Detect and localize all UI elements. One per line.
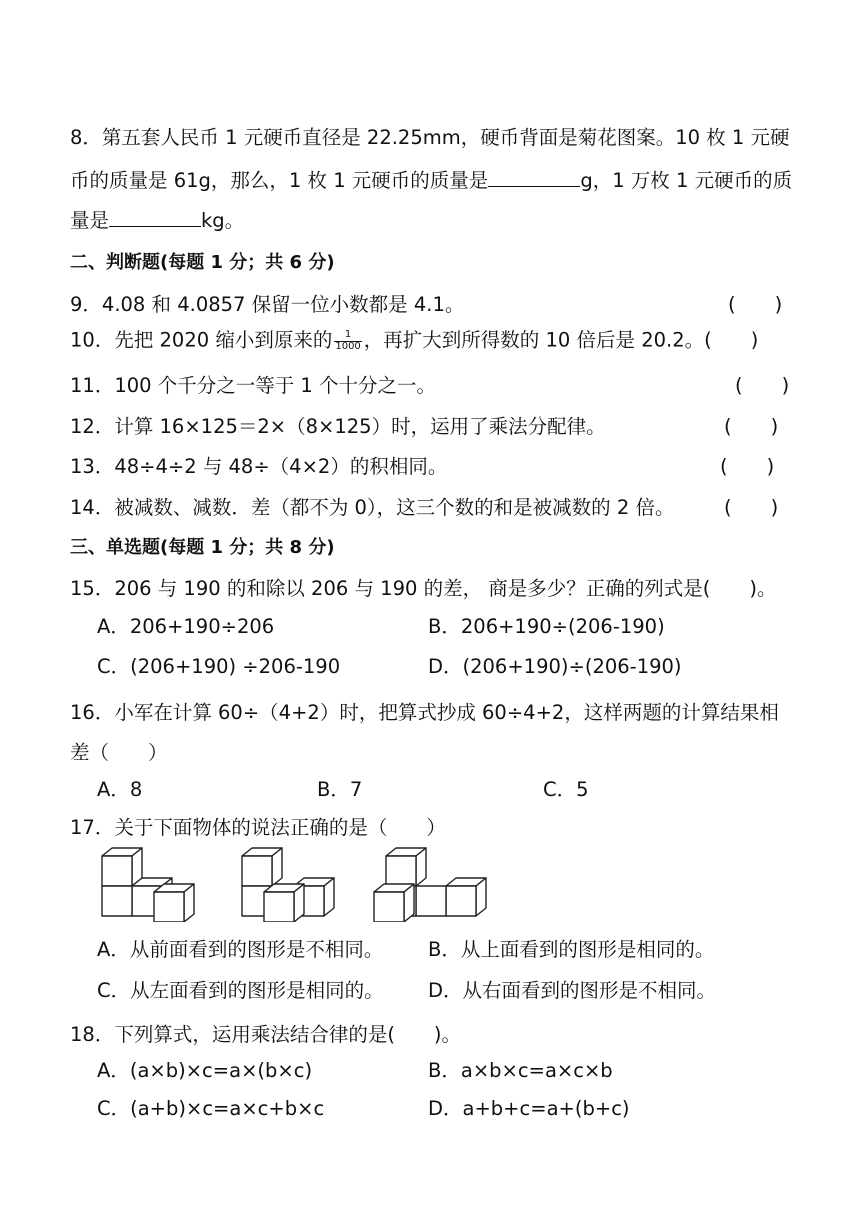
q18-option-a[interactable]: A．(a×b)×c=a×(b×c) bbox=[97, 1059, 313, 1082]
q17-figure-3 bbox=[372, 844, 490, 922]
q15-option-d[interactable]: D．(206+190)÷(206-190) bbox=[428, 655, 682, 678]
q8-line2 bbox=[70, 168, 792, 191]
q15-option-c[interactable]: C．(206+190) ÷206-190 bbox=[97, 655, 341, 678]
q16-line2: 差（ ） bbox=[70, 741, 168, 764]
q8-answer-blank-2[interactable] bbox=[109, 208, 201, 227]
q17-option-a[interactable]: A．从前面看到的图形是不相同。 bbox=[97, 938, 384, 961]
section2-heading: 二、判断题(每题 1 分；共 6 分) bbox=[70, 252, 335, 273]
q14-text: 14．被减数、减数．差（都不为 0），这三个数的和是被减数的 2 倍。 bbox=[70, 496, 675, 519]
q15-stem: 15．206 与 190 的和除以 206 与 190 的差， 商是多少？正确的列式是( )。 bbox=[70, 577, 777, 600]
q9-answer-paren[interactable]: ( ) bbox=[728, 293, 783, 316]
q10-fraction bbox=[334, 330, 361, 352]
q10-text bbox=[70, 330, 758, 352]
q13-text: 13．48÷4÷2 与 48÷（4×2）的积相同。 bbox=[70, 455, 448, 478]
q9-text: 9．4.08 和 4.0857 保留一位小数都是 4.1。 bbox=[70, 293, 465, 316]
q8-line2-text-a: 币的质量是 61g，那么，1 枚 1 元硬币的质量是 bbox=[70, 169, 489, 192]
q14-answer-paren[interactable]: ( ) bbox=[724, 496, 779, 519]
q18-option-c[interactable]: C．(a+b)×c=a×c+b×c bbox=[97, 1097, 325, 1120]
q18-option-b[interactable]: B．a×b×c=a×c×b bbox=[428, 1059, 613, 1082]
q11-answer-paren[interactable]: ( ) bbox=[735, 374, 790, 397]
q17-figure-1 bbox=[100, 844, 210, 922]
q10-text-a: 10．先把 2020 缩小到原来的 bbox=[70, 328, 333, 352]
q18-option-d[interactable]: D．a+b+c=a+(b+c) bbox=[428, 1097, 630, 1120]
q16-line1: 16．小军在计算 60÷（4+2）时，把算式抄成 60÷4+2，这样两题的计算结果相 bbox=[70, 701, 779, 724]
q15-option-b[interactable]: B．206+190÷(206-190) bbox=[428, 615, 665, 638]
q12-text: 12．计算 16×125＝2×（8×125）时，运用了乘法分配律。 bbox=[70, 415, 606, 438]
q8-line3-text-b: kg。 bbox=[201, 209, 245, 232]
q8-line2-text-b: g，1 万枚 1 元硬币的质 bbox=[580, 169, 793, 192]
section3-heading: 三、单选题(每题 1 分；共 8 分) bbox=[70, 537, 335, 558]
q11-text: 11．100 个千分之一等于 1 个十分之一。 bbox=[70, 374, 437, 397]
q16-option-b[interactable]: B．7 bbox=[317, 778, 363, 801]
q8-line3-text-a: 量是 bbox=[70, 209, 110, 232]
q17-option-b[interactable]: B．从上面看到的图形是相同的。 bbox=[428, 938, 715, 961]
q16-option-a[interactable]: A．8 bbox=[97, 778, 143, 801]
q8-line3 bbox=[70, 208, 244, 231]
q8-answer-blank-1[interactable] bbox=[488, 168, 580, 187]
q10-fraction-denominator: 1000 bbox=[335, 340, 361, 352]
q13-answer-paren[interactable]: ( ) bbox=[720, 455, 775, 478]
q17-figure-2 bbox=[240, 844, 350, 922]
q10-text-b: ，再扩大到所得数的 10 倍后是 20.2。 bbox=[363, 328, 705, 352]
q17-stem: 17．关于下面物体的说法正确的是（ ） bbox=[70, 816, 446, 839]
q10-answer-paren[interactable]: ( ) bbox=[704, 328, 759, 352]
q8-line1: 8．第五套人民币 1 元硬币直径是 22.25mm，硬币背面是菊花图案。10 枚 1 元硬 bbox=[70, 126, 790, 149]
q16-option-c[interactable]: C．5 bbox=[543, 778, 589, 801]
q17-option-c[interactable]: C．从左面看到的图形是相同的。 bbox=[97, 979, 384, 1002]
q12-answer-paren[interactable]: ( ) bbox=[724, 415, 779, 438]
q10-fraction-numerator: 1 bbox=[334, 330, 361, 342]
q15-option-a[interactable]: A．206+190÷206 bbox=[97, 615, 275, 638]
q18-stem: 18．下列算式，运用乘法结合律的是( )。 bbox=[70, 1023, 462, 1046]
q17-option-d[interactable]: D．从右面看到的图形是不相同。 bbox=[428, 979, 717, 1002]
